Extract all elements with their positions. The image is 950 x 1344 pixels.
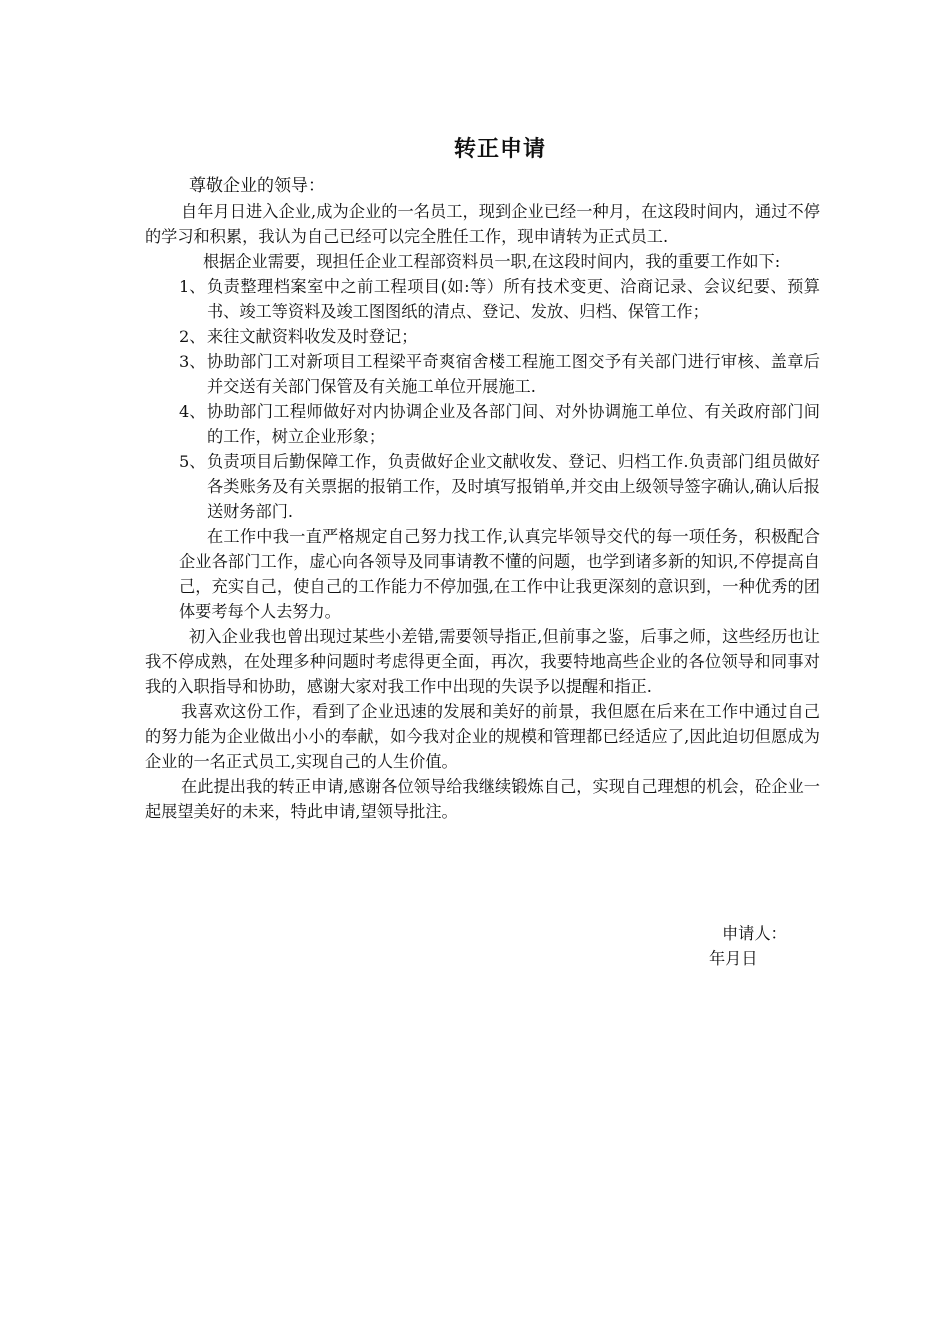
list-item-number: 5、 — [179, 452, 206, 471]
document-title: 转正申请 — [453, 137, 546, 162]
list-item-number: 2、 — [179, 327, 206, 346]
duties-intro-paragraph: 根据企业需要，现担任企业工程部资料员一职,在这段时间内，我的重要工作如下: — [203, 252, 781, 271]
list-item — [145, 349, 820, 399]
list-item-text: 负责项目后勤保障工作，负责做好企业文献收发、登记、归档工作.负责部门组员做好各类账务及有关票据的报销工作，及时填写报销单,并交由上级领导签字确认,确认后报送财务部门. — [207, 452, 820, 521]
list-item — [145, 274, 820, 324]
work-attitude-paragraph: 在工作中我一直严格规定自己努力找工作,认真完毕领导交代的每一项任务，积极配合企业各部门工作，虚心向各领导及同事请教不懂的问题，也学到诸多新的知识,不停提高自己，充实自己，使自己的工作能力不停加强,在工作中让我更深刻的意识到，一种优秀的团体要考每个人去努力。 — [179, 527, 820, 621]
duties-list — [145, 274, 820, 524]
intro-paragraph: 自年月日进入企业,成为企业的一名员工，现到企业已经一种月，在这段时间内，通过不停的学习和积累，我认为自己已经可以完全胜任工作，现申请转为正式员工. — [145, 202, 820, 246]
list-item-text: 来往文献资料收发及时登记； — [207, 327, 418, 346]
document-body — [145, 174, 820, 824]
list-item — [145, 399, 820, 449]
list-item-text: 协助部门工程师做好对内协调企业及各部门间、对外协调施工单位、有关政府部门间的工作，树立企业形象； — [207, 402, 820, 446]
aspiration-paragraph: 我喜欢这份工作，看到了企业迅速的发展和美好的前景，我但愿在后来在工作中通过自己的努力能为企业做出小小的奉献，如今我对企业的规模和管理都已经适应了,因此迫切但愿成为企业的一名正式员工,实现自己的人生价值。 — [145, 702, 820, 771]
list-item-text: 协助部门工对新项目工程梁平奇爽宿舍楼工程施工图交予有关部门进行审核、盖章后并交送有关部门保管及有关施工单位开展施工. — [207, 352, 820, 396]
mistakes-paragraph: 初入企业我也曾出现过某些小差错,需要领导指正,但前事之鉴，后事之师，这些经历也让我不停成熟，在处理多种问题时考虑得更全面，再次，我要特地高些企业的各位领导和同事对我的入职指导和协助，感谢大家对我工作中出现的失误予以提醒和指正. — [145, 627, 820, 696]
work-attitude-block — [145, 524, 820, 624]
signature-label: 申请人： — [722, 924, 787, 943]
list-item-text: 负责整理档案室中之前工程项目(如:等）所有技术变更、洽商记录、会议纪要、预算书、竣工等资料及竣工图图纸的清点、登记、发放、归档、保管工作； — [207, 277, 820, 321]
closing-paragraph: 在此提出我的转正申请,感谢各位领导给我继续锻炼自己，实现自己理想的机会，砼企业一起展望美好的未来，特此申请,望领导批注。 — [145, 777, 820, 821]
greeting: 尊敬企业的领导： — [189, 176, 325, 196]
list-item-number: 4、 — [179, 402, 206, 421]
date-label: 年月日 — [709, 949, 758, 968]
list-item-number: 3、 — [179, 352, 206, 371]
list-item-number: 1、 — [179, 277, 206, 296]
list-item — [145, 449, 820, 524]
list-item — [145, 324, 820, 349]
